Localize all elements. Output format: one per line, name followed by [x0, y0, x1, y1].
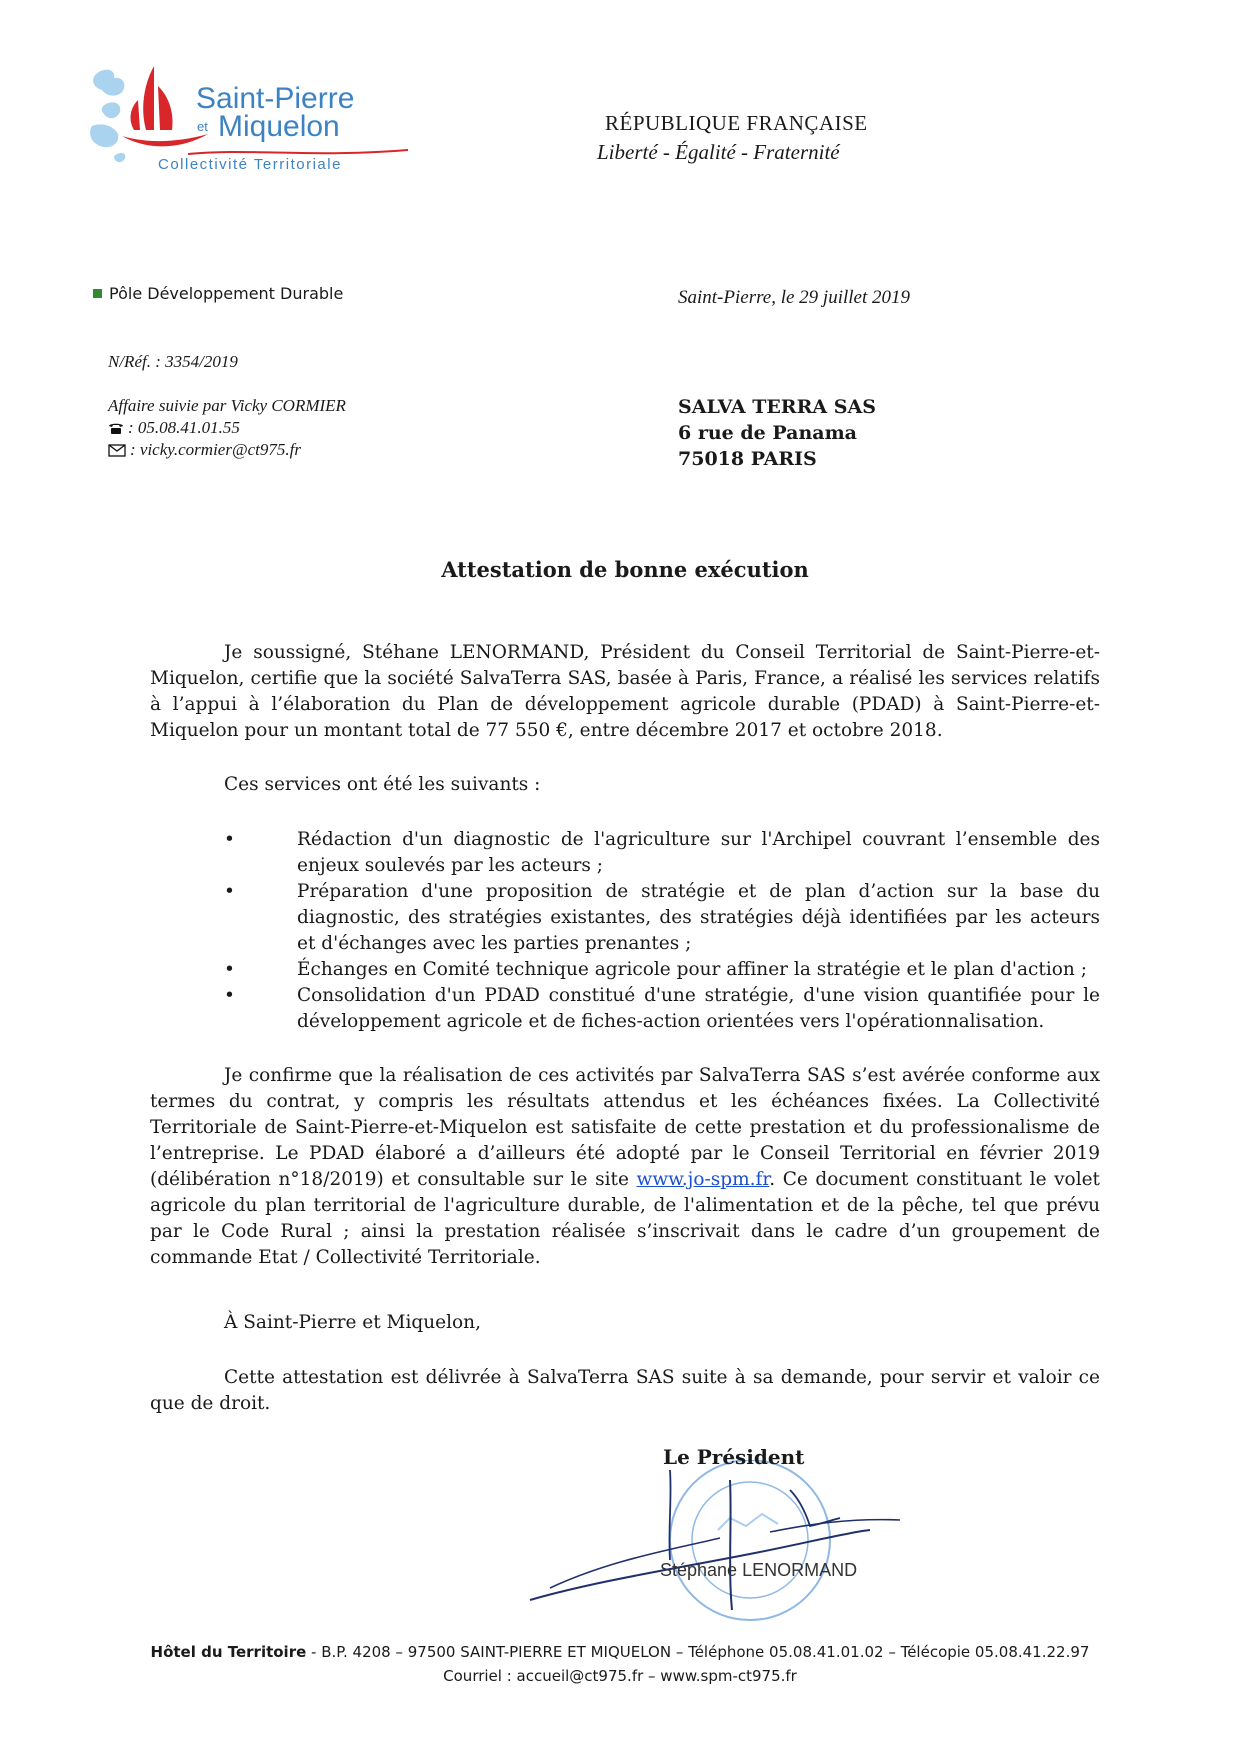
logo-name-line1: Saint-Pierre [196, 82, 355, 115]
paragraph-confirmation [150, 1063, 1100, 1271]
confirmation-text: Je confirme que la réalisation de ces activités par SalvaTerra SAS s’est avérée conforme aux termes du contrat, y compris les résultats attendus et les échéances fixées. La Collectivité Territoriale de Saint-Pierre-et-Miquelon est satisfaite de cette prestation et du professionalisme de l’entreprise. Le PDAD élaboré a d’ailleurs été adopté par le Conseil Territorial en février 2019 (délibération n°18/2019) et consultable sur le site [150, 1065, 1100, 1190]
paragraph-closing: Cette attestation est délivrée à SalvaTerra SAS suite à sa demande, pour servir et valoir ce que de droit. [150, 1367, 1100, 1414]
email-line [108, 440, 301, 460]
logo-name-et: et [197, 119, 208, 134]
list-item [220, 957, 1100, 983]
document-title: Attestation de bonne exécution [441, 557, 809, 582]
website-link[interactable]: www.jo-spm.fr [636, 1169, 770, 1190]
recipient-city: 75018 PARIS [678, 448, 817, 470]
list-item [220, 827, 1100, 879]
department-label [93, 284, 343, 303]
list-item-text: Consolidation d'un PDAD constitué d'une stratégie, d'une vision quantifiée pour le développement agricole et de fiches-action orientées vers l'opérationnalisation. [297, 985, 1100, 1032]
services-list [220, 827, 1100, 1035]
list-item-text: Échanges en Comité technique agricole pour affiner la stratégie et le plan d'action ; [297, 959, 1087, 980]
phone-icon [108, 421, 124, 435]
bullet: • [224, 985, 235, 1006]
paragraph-services-intro: Ces services ont été les suivants : [224, 774, 541, 795]
republic-heading: RÉPUBLIQUE FRANÇAISE [605, 111, 868, 135]
signatory-name: Stéphane LENORMAND [660, 1560, 858, 1580]
footer-building: Hôtel du Territoire [150, 1643, 307, 1661]
official-seal-and-signature [520, 1460, 960, 1630]
confirmation-text-end: . Ce document constituant le volet agricole du plan territorial de l'agriculture durable, de l'alimentation et de la pêche, tel que prévu par le Code Rural ; ainsi la prestation réalisée s’inscrivait dans le cadre d’un groupement de commande Etat / Collectivité Territoriale. [150, 1169, 1100, 1268]
logo-name-line2: Miquelon [218, 110, 340, 143]
bullet: • [224, 959, 235, 980]
department-name: Pôle Développement Durable [109, 284, 344, 303]
bullet: • [224, 881, 235, 902]
list-item-text: Rédaction d'un diagnostic de l'agriculture sur l'Archipel couvrant l’ensemble des enjeux soulevés par les acteurs ; [297, 829, 1100, 876]
green-square-icon [93, 289, 102, 298]
recipient-name: SALVA TERRA SAS [678, 396, 876, 418]
phone-number: : 05.08.41.01.55 [128, 418, 240, 437]
collectivite-logo [88, 64, 408, 184]
logo-subtitle: Collectivité Territoriale [158, 156, 342, 173]
email-address[interactable]: : vicky.cormier@ct975.fr [130, 440, 301, 459]
paragraph-place: À Saint-Pierre et Miquelon, [224, 1312, 481, 1333]
list-item-text: Préparation d'une proposition de stratégie et de plan d’action sur la base du diagnostic, des stratégies existantes, des stratégies déjà identifiées par les acteurs et d'échanges avec les parties prenantes ; [297, 881, 1100, 954]
footer-address [0, 1643, 1240, 1661]
reference-number: N/Réf. : 3354/2019 [108, 352, 238, 371]
letter-date: Saint-Pierre, le 29 juillet 2019 [678, 287, 911, 308]
footer-address-rest: - B.P. 4208 – 97500 SAINT-PIERRE ET MIQUELON – Téléphone 05.08.41.01.02 – Télécopie 05.08.41.22.97 [306, 1643, 1090, 1661]
footer-contact: Courriel : accueil@ct975.fr – www.spm-ct975.fr [443, 1667, 797, 1685]
signatory-title: Le Président [663, 1445, 805, 1469]
phone-line [108, 418, 240, 438]
bullet: • [224, 829, 235, 850]
case-handler: Affaire suivie par Vicky CORMIER [108, 396, 346, 415]
paragraph-certification: Je soussigné, Stéhane LENORMAND, Président du Conseil Territorial de Saint-Pierre-et-Miquelon, certifie que la société SalvaTerra SAS, basée à Paris, France, a réalisé les services relatifs à l’appui à l’élaboration du Plan de développement agricole durable (PDAD) à Saint-Pierre-et-Miquelon pour un montant total de 77 550 €, entre décembre 2017 et octobre 2018. [150, 642, 1100, 741]
republic-motto: Liberté - Égalité - Fraternité [597, 140, 840, 164]
recipient-street: 6 rue de Panama [678, 422, 857, 444]
list-item [220, 879, 1100, 957]
envelope-icon [108, 444, 126, 457]
list-item [220, 983, 1100, 1035]
